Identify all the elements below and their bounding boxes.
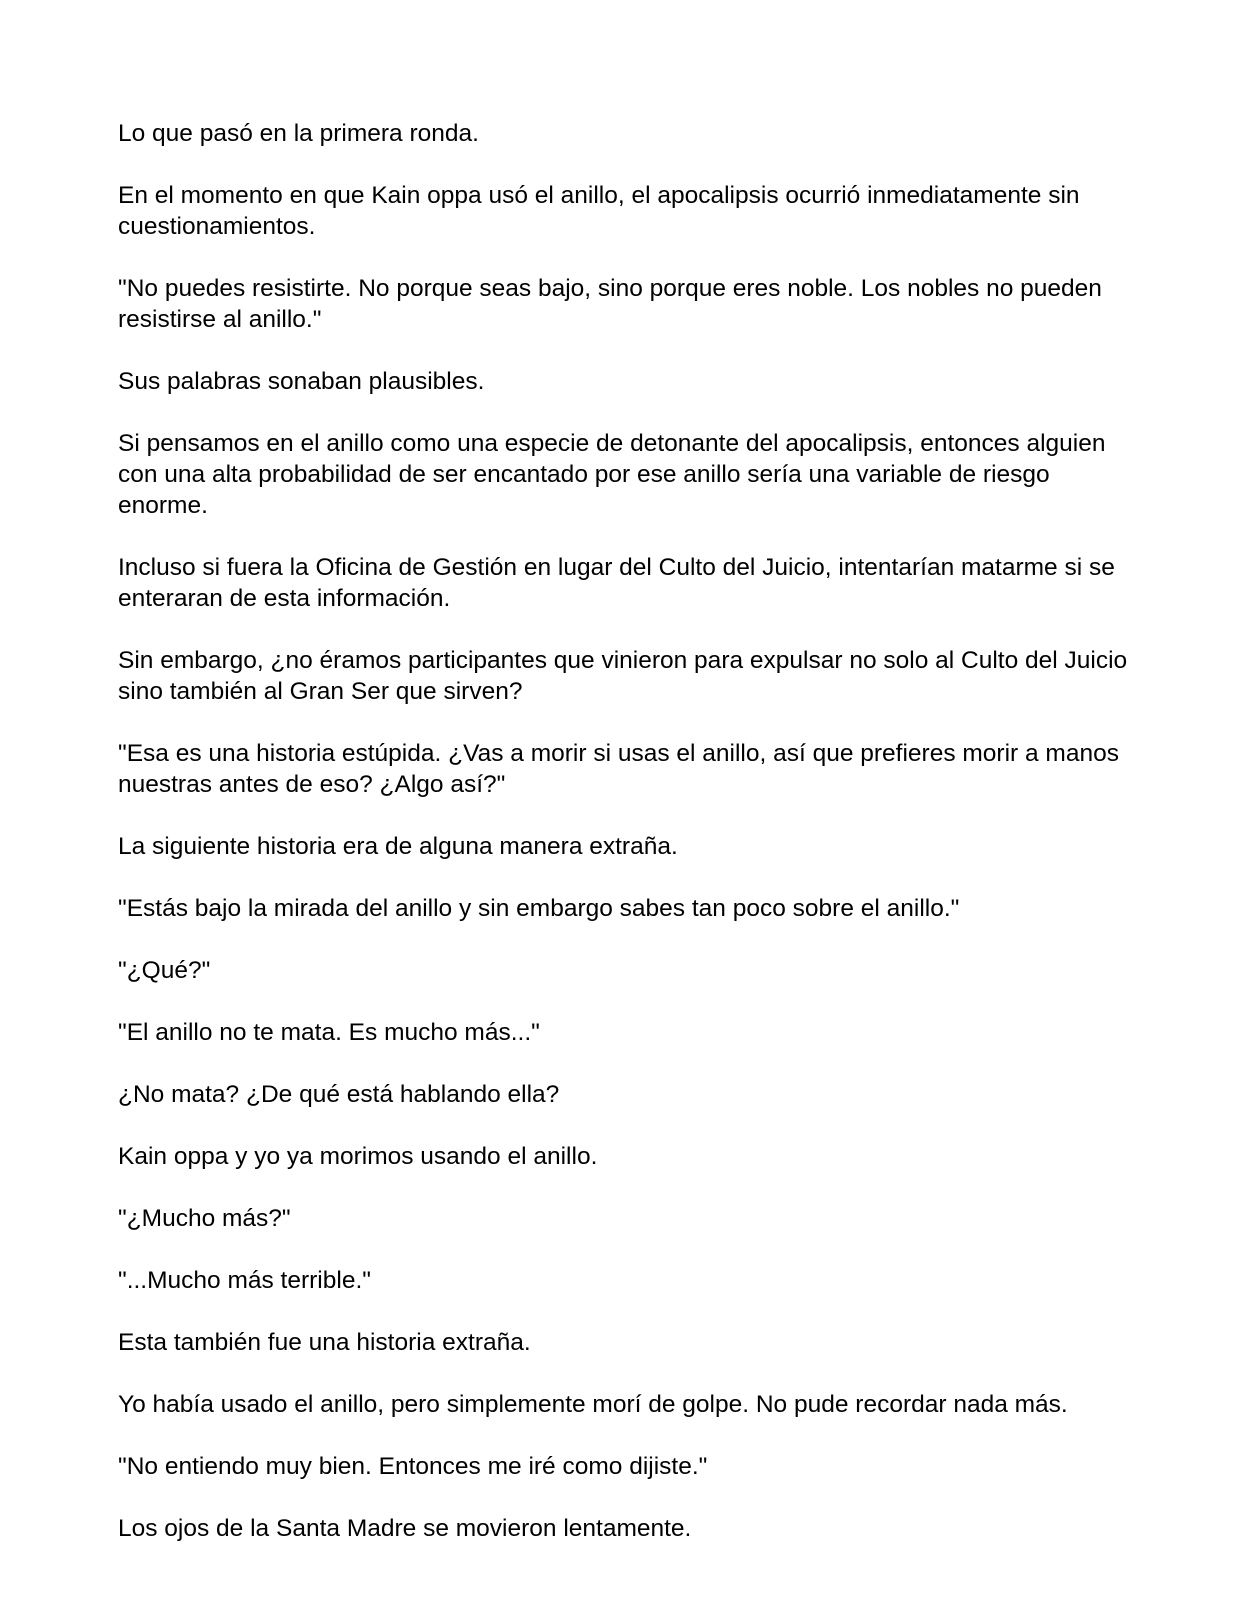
- document-body: [118, 118, 1128, 1575]
- paragraph: Lo que pasó en la primera ronda.: [118, 120, 479, 147]
- paragraph: Kain oppa y yo ya morimos usando el anillo.: [118, 1143, 598, 1170]
- paragraph: Esta también fue una historia extraña.: [118, 1329, 531, 1356]
- paragraph: "No entiendo muy bien. Entonces me iré como dijiste.": [118, 1453, 708, 1480]
- paragraph: Incluso si fuera la Oficina de Gestión en lugar del Culto del Juicio, intentarían matarme si se enteraran de esta información.: [118, 554, 1115, 612]
- paragraph: Si pensamos en el anillo como una especie de detonante del apocalipsis, entonces alguien con una alta probabilidad de ser encantado por ese anillo sería una variable de riesgo enorme.: [118, 430, 1106, 519]
- paragraph: Los ojos de la Santa Madre se movieron lentamente.: [118, 1515, 692, 1542]
- paragraph: Yo había usado el anillo, pero simplemente morí de golpe. No pude recordar nada más.: [118, 1391, 1068, 1418]
- paragraph: "El anillo no te mata. Es mucho más...": [118, 1019, 540, 1046]
- paragraph: "Estás bajo la mirada del anillo y sin embargo sabes tan poco sobre el anillo.": [118, 895, 960, 922]
- paragraph: "Esa es una historia estúpida. ¿Vas a morir si usas el anillo, así que prefieres morir a manos nuestras antes de eso? ¿Algo así?": [118, 740, 1119, 798]
- paragraph: La siguiente historia era de alguna manera extraña.: [118, 833, 678, 860]
- paragraph: ¿No mata? ¿De qué está hablando ella?: [118, 1081, 560, 1108]
- paragraph: Sin embargo, ¿no éramos participantes que vinieron para expulsar no solo al Culto del Juicio sino también al Gran Ser que sirven?: [118, 647, 1128, 705]
- paragraph: "¿Qué?": [118, 957, 211, 984]
- paragraph: "¿Mucho más?": [118, 1205, 291, 1232]
- paragraph: "No puedes resistirte. No porque seas bajo, sino porque eres noble. Los nobles no pueden resistirse al anillo.": [118, 275, 1102, 333]
- paragraph: Sus palabras sonaban plausibles.: [118, 368, 485, 395]
- paragraph: "...Mucho más terrible.": [118, 1267, 371, 1294]
- paragraph: En el momento en que Kain oppa usó el anillo, el apocalipsis ocurrió inmediatamente sin cuestionamientos.: [118, 182, 1080, 240]
